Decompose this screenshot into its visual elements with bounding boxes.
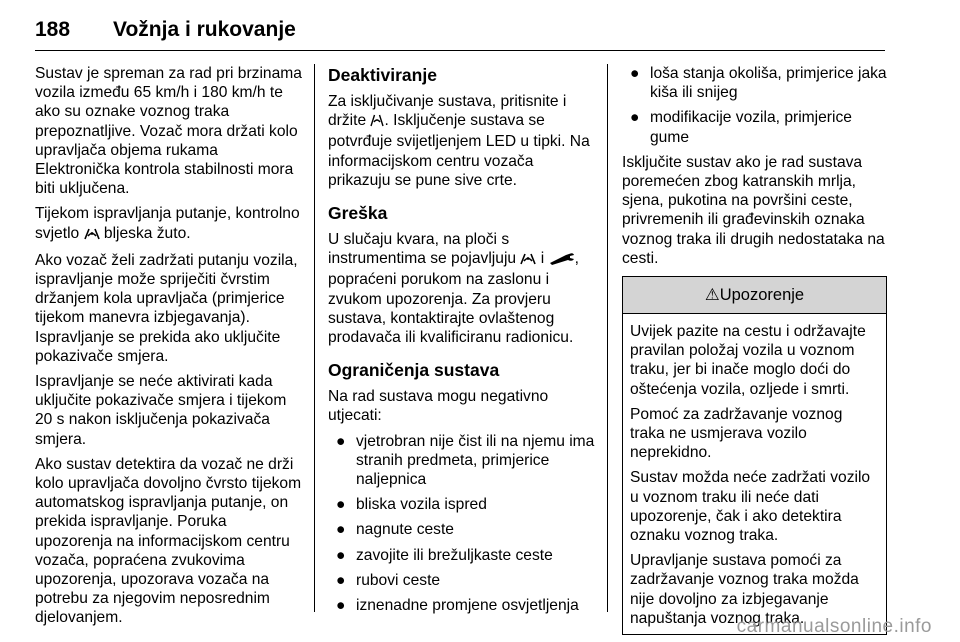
watermark: carmanualsonline.info (736, 616, 932, 637)
bullet: ● (336, 521, 346, 539)
paragraph-hands-off: Ako sustav detektira da vozač ne drži kolo upravljača dovoljno čvrsto tijekom automatskog ispravljanja putanje, on prekida ispravljanje. Poruka upozorenja na informacijskom centru vozača, popraćena zvukovima upozorenja, upozorava vozača na potrebu za njegovim neposrednim djelovanjem. (35, 455, 302, 627)
list-item-text: loša stanja okoliša, primjerice jaka kiša ili snijeg (650, 65, 887, 102)
indicator-text-a: Tijekom ispravljanja putanje, kontrolno svjetlo (35, 205, 300, 242)
list-item (328, 596, 598, 615)
warning-title: Upozorenje (719, 286, 805, 305)
warning-paragraph: Sustav možda neće zadržati vozilo u voznom traku ili neće dati upozorenje, čak i ako detektira oznaku voznog traka. (630, 469, 871, 545)
paragraph-activation: Sustav je spreman za rad pri brzinama vozila između 65 km/h i 180 km/h te ako su oznake voznog traka prepoznatljive. Vozač mora držati kolo upravljača objema rukama Elektronička kontrola stabilnosti mora biti uključena. (35, 65, 302, 198)
list-item-text: iznenadne promjene osvjetljenja (356, 597, 579, 615)
paragraph-deactivation (328, 92, 598, 190)
wrench-icon (549, 251, 575, 270)
deact-text-b: . Isključenje sustava se potvrđuje svijetljenjem LED u tipki. Na informacijskom centru vozača prikazuju se pune sive crte. (328, 112, 590, 189)
heading-fault: Greška (328, 203, 388, 224)
warning-paragraph: Uvijek pazite na cestu i održavajte pravilan položaj vozila u voznom traku, jer bi inače moglo doći do oštećenja vozila, ozljede i smrti. (630, 323, 866, 398)
bullet: ● (336, 571, 346, 589)
heading-limitations: Ograničenja sustava (328, 360, 500, 381)
bullet: ● (630, 109, 640, 127)
list-item (328, 495, 598, 514)
indicator-text-b: bljeska žuto. (103, 224, 191, 242)
paragraph-turn-signals: Ispravljanje se neće aktivirati kada uključite pokazivače smjera i tijekom 20 s nakon isključenja pokazivača smjera. (35, 373, 287, 448)
page-number: 188 (35, 18, 71, 41)
bullet: ● (336, 432, 346, 450)
paragraph-override: Ako vozač želi zadržati putanju vozila, ispravljanje može spriječiti čvrstim držanjem kola upravljača (primjerice tijekom manevra izbjegavanja). Ispravljanje se prekida ako uključite pokazivače smjera. (35, 251, 298, 365)
list-item (328, 571, 598, 590)
list-item-text: nagnute ceste (356, 521, 454, 539)
column-2 (328, 64, 598, 621)
warning-paragraph: Pomoć za zadržavanje voznog traka ne usmjerava vozilo neprekidno. (630, 405, 843, 462)
list-item (328, 432, 598, 490)
fault-text-a: U slučaju kvara, na ploči s instrumentima se pojavljuju (328, 231, 517, 268)
warning-box (622, 276, 887, 635)
paragraph-limitations-intro: Na rad sustava mogu negativno utjecati: (328, 388, 549, 425)
bullet: ● (630, 65, 640, 82)
list-item (328, 546, 598, 565)
paragraph-fault (328, 230, 598, 347)
page-title: Vožnja i rukovanje (113, 18, 296, 41)
list-item-text: rubovi ceste (356, 571, 441, 589)
column-divider (314, 64, 315, 612)
lane-keep-button-icon (370, 113, 384, 132)
limitations-list-continued (622, 64, 887, 147)
bullet: ● (336, 597, 346, 615)
column-3 (622, 64, 887, 635)
fault-text-b: i (540, 250, 545, 268)
deact-text-a: Za isključivanje sustava, pritisnite i držite (328, 93, 567, 130)
bullet: ● (336, 496, 346, 514)
paragraph-switch-off: Isključite sustav ako je rad sustava poremećen zbog katranskih mrlja, sjena, pukotina na površini ceste, privremenih ili građevinskih oznaka voznog traka ili drugih nedostataka na cesti. (622, 153, 885, 267)
warning-header (623, 277, 886, 314)
warning-paragraph: Upravljanje sustava pomoći za zadržavanje voznog traka možda nije dovoljno za izbjegavanje napuštanja voznog traka. (630, 552, 859, 627)
fault-text-c: , popraćeni porukom na zaslonu i zvukom upozorenja. Za provjeru sustava, kontaktirajte ovlaštenog prodavača ili kvalificiranu radionicu. (328, 250, 579, 347)
bullet: ● (336, 546, 346, 564)
lane-keep-icon (84, 226, 100, 245)
list-item-text: modifikacije vozila, primjerice gume (650, 109, 852, 146)
list-item (622, 108, 887, 146)
column-1 (35, 64, 305, 634)
paragraph-indicator (35, 204, 305, 244)
page-header (35, 18, 885, 51)
limitations-list (328, 432, 598, 616)
warning-triangle-icon: ⚠ (704, 286, 720, 305)
warning-body (623, 314, 886, 628)
list-item-text: bliska vozila ispred (356, 496, 487, 514)
lane-keep-icon (520, 251, 536, 270)
list-item (622, 64, 887, 102)
column-divider (607, 64, 608, 612)
heading-deactivation: Deaktiviranje (328, 65, 437, 85)
list-item-text: vjetrobran nije čist ili na njemu ima stranih predmeta, primjerice naljepnica (356, 432, 595, 489)
list-item-text: zavojite ili brežuljkaste ceste (356, 546, 553, 564)
list-item (328, 520, 598, 539)
